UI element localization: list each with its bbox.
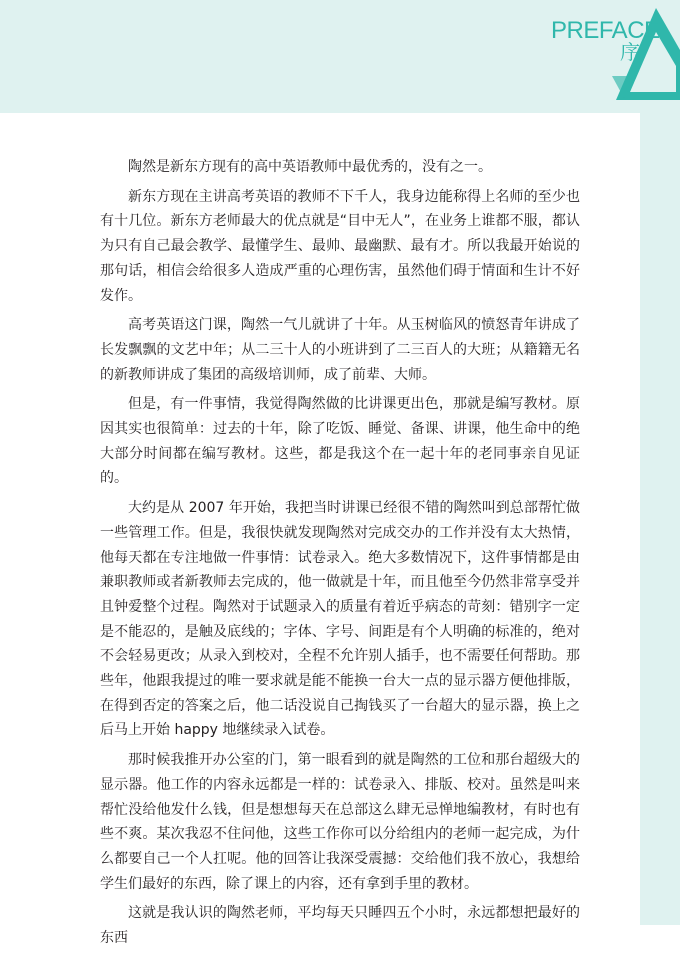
paragraph: 那时候我推开办公室的门，第一眼看到的就是陶然的工位和那台超级大的显示器。他工作的内容永远都是一样的：试卷录入、排版、校对。虽然是叫来帮忙没给他发什么钱，但是想想每天在总部这么肆无忌惮地编教材，有时也有些不爽。某次我忍不住问他，这些工作你可以分给组内的老师一起完成，为什么都要自己一个人扛呢。他的回答让我深受震撼：交给他们我不放心，我想给学生们最好的东西，除了课上的内容，还有拿到手里的教材。 (100, 752, 580, 892)
side-band (640, 113, 680, 925)
paragraph: 高考英语这门课，陶然一气儿就讲了十年。从玉树临风的愤怒青年讲成了长发飘飘的文艺中年；从二三十人的小班讲到了二三百人的大班；从籍籍无名的新教师讲成了集团的高级培训师，成了前辈、大师。 (100, 317, 580, 383)
preface-title-cn: 序 (620, 40, 640, 64)
paragraph: 大约是从 2007 年开始，我把当时讲课已经很不错的陶然叫到总部帮忙做一些管理工作。但是，我很快就发现陶然对完成交办的工作并没有太大热情，他每天都在专注地做一件事情：试卷录入。绝大多数情况下，这件事情都是由兼职教师或者新教师去完成的，他一做就是十年，而且他至今仍然非常享受并且钟爱整个过程。陶然对于试题录入的质量有着近乎病态的苛刻：错别字一定是不能忍的，是触及底线的；字体、字号、间距是有个人明确的标准的，绝对不会轻易更改；从录入到校对，全程不允许别人插手，也不需要任何帮助。那些年，他跟我提过的唯一要求就是能不能换一台大一点的显示器方便他排版，在得到否定的答案之后，他二话没说自己掏钱买了一台超大的显示器，换上之后马上开始 happy 地继续录入试卷。 (100, 500, 580, 739)
paragraph: 但是，有一件事情，我觉得陶然做的比讲课更出色，那就是编写教材。原因其实也很简单：过去的十年，除了吃饭、睡觉、备课、讲课，他生命中的绝大部分时间都在编写教材。这些，都是我这个在一起十年的老同事亲自见证的。 (100, 396, 580, 487)
paragraph: 陶然是新东方现有的高中英语教师中最优秀的，没有之一。 (128, 159, 492, 175)
paragraph: 新东方现在主讲高考英语的教师不下千人，我身边能称得上名师的至少也有十几位。新东方老师最大的优点就是“目中无人”，在业务上谁都不服，都认为只有自己最会教学、最懂学生、最帅、最幽默、最有才。所以我最开始说的那句话，相信会给很多人造成严重的心理伤害，虽然他们碍于情面和生计不好发作。 (100, 188, 580, 304)
body-text (100, 155, 580, 956)
preface-title: PREFACE (551, 17, 660, 44)
paragraph: 这就是我认识的陶然老师，平均每天只睡四五个小时，永远都想把最好的东西 (100, 905, 580, 947)
